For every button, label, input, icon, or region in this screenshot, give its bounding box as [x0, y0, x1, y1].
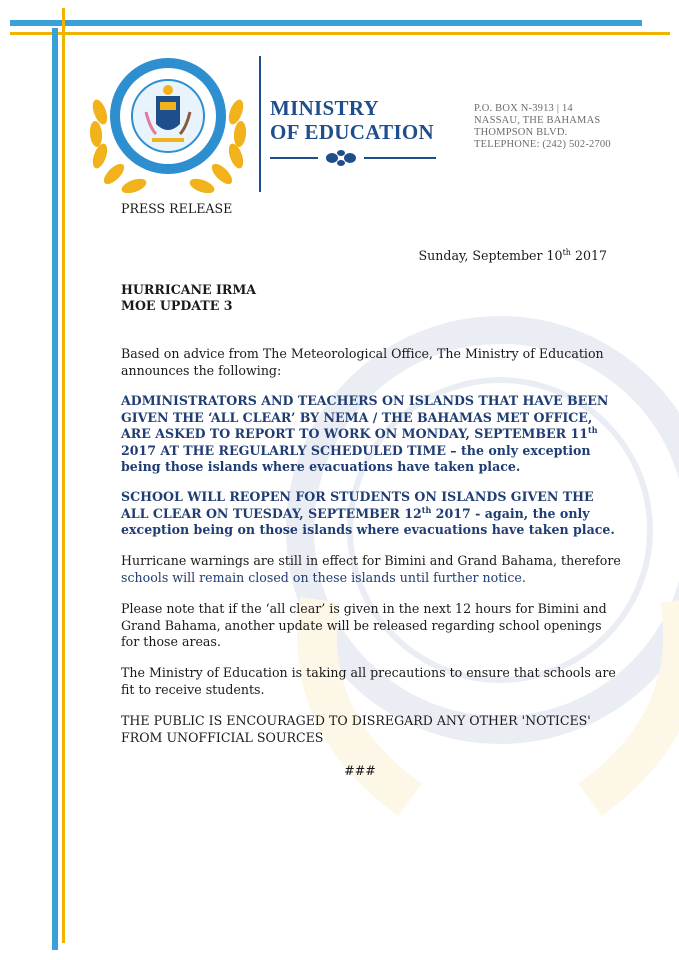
all-clear-note-paragraph: Please note that if the ‘all clear’ is given in the next 12 hours for Bimini and Grand Bahama, another update will be released regarding school openings for those areas.	[121, 601, 607, 649]
address-line: P.O. BOX N-3913 | 14	[474, 103, 573, 114]
document-subtitle: MOE UPDATE 3	[121, 298, 233, 313]
ministry-seal-icon	[84, 52, 252, 194]
top-blue-rule	[10, 20, 642, 26]
header-divider	[259, 56, 261, 192]
logo-ornament	[270, 148, 460, 168]
left-gold-rule	[62, 8, 65, 943]
warnings-paragraph: Hurricane warnings are still in effect for Bimini and Grand Bahama, therefore schools will remain closed on these islands until further notice.	[121, 553, 621, 585]
top-gold-rule	[10, 32, 670, 35]
school-reopen-paragraph: SCHOOL WILL REOPEN FOR STUDENTS ON ISLANDS GIVEN THE ALL CLEAR ON TUESDAY, SEPTEMBER 12th 2017 - again, the only exception being on those islands where evacuations have taken place.	[121, 489, 615, 537]
release-date: Sunday, September 10th 2017	[418, 247, 607, 263]
precautions-paragraph: The Ministry of Education is taking all precautions to ensure that schools are fit to receive students.	[121, 665, 616, 697]
press-release-label: PRESS RELEASE	[121, 201, 233, 216]
end-marker: ###	[344, 763, 376, 778]
ministry-logo	[270, 96, 460, 168]
ministry-name-line2: OF EDUCATION	[270, 120, 435, 144]
intro-paragraph: Based on advice from The Meteorological Office, The Ministry of Education announces the following:	[121, 346, 604, 378]
ornament-icon	[324, 148, 358, 168]
staff-notice-paragraph: ADMINISTRATORS AND TEACHERS ON ISLANDS THAT HAVE BEEN GIVEN THE ‘ALL CLEAR’ BY NEMA / THE BAHAMAS MET OFFICE, ARE ASKED TO REPORT TO WORK ON MONDAY, SEPTEMBER 11th 2017 AT THE REGULARLY SCHEDULED TIME – the only exception being those islands where evacuations have taken place.	[121, 393, 609, 474]
left-blue-rule	[52, 28, 58, 950]
public-notice-paragraph: THE PUBLIC IS ENCOURAGED TO DISREGARD ANY OTHER 'NOTICES' FROM UNOFFICIAL SOURCES	[121, 713, 591, 745]
document-title: HURRICANE IRMA	[121, 282, 257, 297]
address-line: THOMPSON BLVD.	[474, 127, 568, 138]
ministry-name-line1: MINISTRY	[270, 96, 380, 120]
address-line: TELEPHONE: (242) 502-2700	[474, 139, 611, 150]
ministry-address	[474, 103, 654, 151]
address-line: NASSAU, THE BAHAMAS	[474, 115, 601, 126]
